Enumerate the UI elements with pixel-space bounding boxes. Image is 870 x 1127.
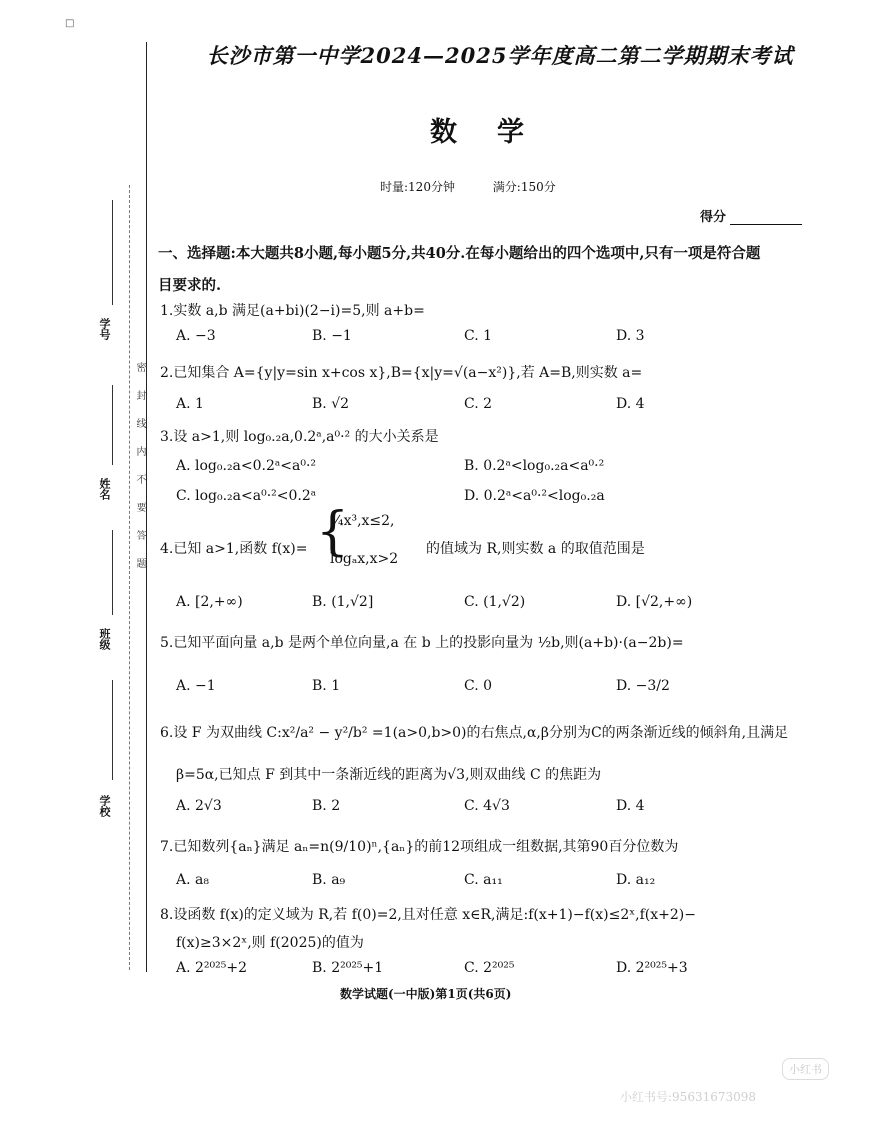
question-7-option-c[interactable]: C. a₁₁: [464, 872, 503, 888]
question-6-stem: 6.设 F 为双曲线 C:x²/a² − y²/b² =1(a>0,b>0)的右焦点,α,β分别为C的两条渐近线的倾斜角,且满足: [160, 725, 789, 741]
question-2-option-d[interactable]: D. 4: [616, 396, 645, 412]
name-field-line[interactable]: [112, 385, 113, 465]
piece-top: ¼x³,x≤2,: [330, 513, 395, 529]
question-4-option-a[interactable]: A. [2,+∞): [176, 594, 243, 610]
score-box: [700, 206, 802, 225]
question-1-stem: 1.实数 a,b 满足(a+bi)(2−i)=5,则 a+b=: [160, 303, 425, 319]
question-5-option-b[interactable]: B. 1: [312, 678, 341, 694]
name-label: 姓名: [98, 478, 111, 500]
question-8-stem: 8.设函数 f(x)的定义域为 R,若 f(0)=2,且对任意 x∈R,满足:f(x+1)−f(x)≤2ˣ,f(x+2)−: [160, 907, 696, 923]
page-footer: 数学试题(一中版)第1页(共6页): [340, 987, 512, 1001]
section-heading: [158, 238, 818, 302]
question-6-stem-cont: β=5α,已知点 F 到其中一条渐近线的距离为√3,则双曲线 C 的焦距为: [176, 767, 602, 783]
question-3-option-c[interactable]: C. log₀.₂a<a⁰·²<0.2ᵃ: [176, 488, 317, 504]
question-6-option-b[interactable]: B. 2: [312, 798, 341, 814]
seal-dashed-line: [129, 185, 130, 970]
question-5-stem: 5.已知平面向量 a,b 是两个单位向量,a 在 b 上的投影向量为 ½b,则(a+b)·(a−2b)=: [160, 635, 684, 651]
school-label: 学校: [98, 795, 111, 817]
question-6-option-a[interactable]: A. 2√3: [176, 798, 222, 814]
question-8-stem-cont: f(x)≥3×2ˣ,则 f(2025)的值为: [176, 935, 364, 951]
question-3-option-a[interactable]: A. log₀.₂a<0.2ᵃ<a⁰·²: [176, 458, 317, 474]
question-8-option-b[interactable]: B. 2²⁰²⁵+1: [312, 960, 384, 976]
section-heading-line2: 目要求的.: [158, 277, 222, 294]
question-3-option-b[interactable]: B. 0.2ᵃ<log₀.₂a<a⁰·²: [464, 458, 605, 474]
question-8-option-a[interactable]: A. 2²⁰²⁵+2: [176, 960, 248, 976]
exam-title: 长沙市第一中学2024—2025学年度高二第二学期期末考试: [206, 43, 794, 68]
corner-mark: □: [65, 18, 75, 29]
question-7-option-a[interactable]: A. a₈: [176, 872, 209, 888]
piecewise-definition: [330, 510, 398, 570]
question-5-option-a[interactable]: A. −1: [176, 678, 216, 694]
question-1-option-a[interactable]: A. −3: [176, 328, 216, 344]
seal-notice: 密封线内不要答题: [134, 362, 145, 586]
question-2-option-c[interactable]: C. 2: [464, 396, 493, 412]
question-7-option-d[interactable]: D. a₁₂: [616, 872, 656, 888]
exam-meta: [380, 178, 590, 195]
watermark-badge: 小红书: [782, 1058, 829, 1080]
piecewise-brace: {: [316, 502, 350, 562]
question-6-option-d[interactable]: D. 4: [616, 798, 645, 814]
question-4-option-b[interactable]: B. (1,√2]: [312, 594, 374, 610]
class-field-line[interactable]: [112, 530, 113, 615]
question-5-option-c[interactable]: C. 0: [464, 678, 493, 694]
score-field-line[interactable]: [730, 224, 802, 225]
question-6-option-c[interactable]: C. 4√3: [464, 798, 510, 814]
question-4-option-c[interactable]: C. (1,√2): [464, 594, 526, 610]
watermark-text: 小红书号:95631673098: [620, 1090, 757, 1104]
class-label: 班级: [98, 628, 111, 650]
question-2-option-b[interactable]: B. √2: [312, 396, 350, 412]
question-5-option-d[interactable]: D. −3/2: [616, 678, 670, 694]
question-4-stem-pre: 4.已知 a>1,函数 f(x)=: [160, 541, 308, 557]
question-3-stem: 3.设 a>1,则 log₀.₂a,0.2ᵃ,a⁰·² 的大小关系是: [160, 429, 439, 445]
student-no-field-line[interactable]: [112, 200, 113, 305]
question-7-option-b[interactable]: B. a₉: [312, 872, 346, 888]
question-1-option-d[interactable]: D. 3: [616, 328, 645, 344]
question-7-stem: 7.已知数列{aₙ}满足 aₙ=n(9/10)ⁿ,{aₙ}的前12项组成一组数据,其第90百分位数为: [160, 839, 679, 855]
school-field-line[interactable]: [112, 680, 113, 780]
question-2-option-a[interactable]: A. 1: [176, 396, 204, 412]
question-4-stem-post: 的值域为 R,则实数 a 的取值范围是: [426, 541, 645, 557]
question-1-option-b[interactable]: B. −1: [312, 328, 352, 344]
question-8-option-c[interactable]: C. 2²⁰²⁵: [464, 960, 515, 976]
full-score: 满分:150分: [492, 180, 556, 194]
student-no-label: 学号: [98, 318, 111, 340]
question-3-option-d[interactable]: D. 0.2ᵃ<a⁰·²<log₀.₂a: [464, 488, 605, 504]
question-2-stem: 2.已知集合 A={y|y=sin x+cos x},B={x|y=√(a−x²)},若 A=B,则实数 a=: [160, 365, 643, 381]
question-8-option-d[interactable]: D. 2²⁰²⁵+3: [616, 960, 688, 976]
question-4-option-d[interactable]: D. [√2,+∞): [616, 594, 693, 610]
piece-bottom: logₐx,x>2: [330, 551, 399, 567]
subject-title: 数学: [430, 117, 564, 148]
time-limit: 时量:120分钟: [380, 180, 455, 194]
section-heading-line1: 一、选择题:本大题共8小题,每小题5分,共40分.在每小题给出的四个选项中,只有一项是符合题: [158, 245, 761, 262]
score-label: 得分: [700, 210, 727, 225]
question-1-option-c[interactable]: C. 1: [464, 328, 493, 344]
